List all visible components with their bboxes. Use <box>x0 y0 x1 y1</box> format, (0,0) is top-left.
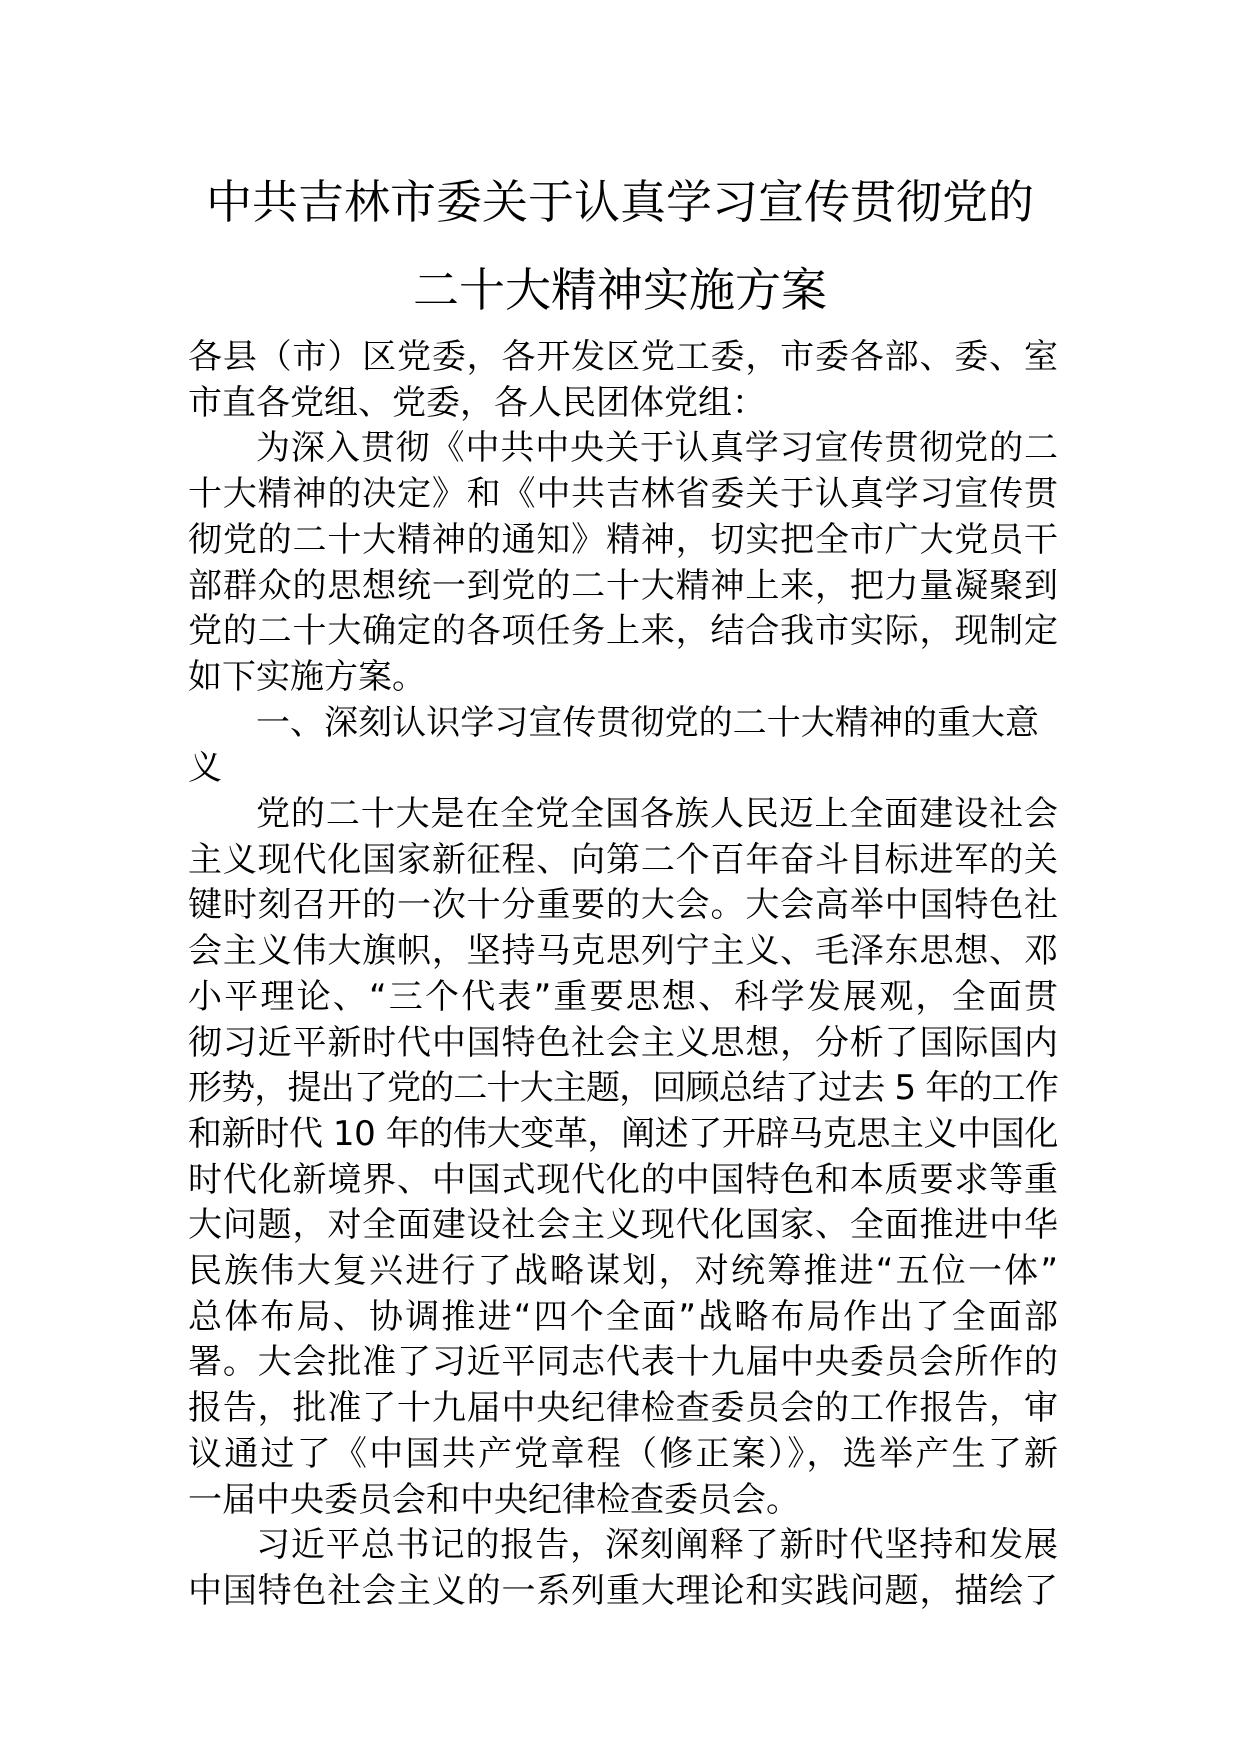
paragraph-line: 时代化新境界、中国式现代化的中国特色和本质要求等重 <box>188 1159 1058 1200</box>
paragraph-line: 中国特色社会主义的一系列重大理论和实践问题，描绘了 <box>188 1570 1058 1611</box>
paragraph-line: 议通过了《中国共产党章程（修正案）》，选举产生了新 <box>188 1433 1058 1474</box>
salutation-line: 各县（市）区党委，各开发区党工委，市委各部、委、室 <box>188 337 1058 377</box>
section-heading-1 <box>188 701 1058 792</box>
paragraph-line: 报告，批准了十九届中央纪律检查委员会的工作报告，审 <box>188 1388 1058 1429</box>
salutation-line: 市直各党组、党委，各人民团体党组： <box>188 382 766 423</box>
paragraph-line: 主义现代化国家新征程、向第二个百年奋斗目标进军的关 <box>188 839 1058 880</box>
paragraph-line: 大问题，对全面建设社会主义现代化国家、全面推进中华 <box>188 1205 1058 1246</box>
salutation <box>188 335 1058 426</box>
paragraph-line: 党的二十大是在全党全国各族人民迈上全面建设社会 <box>256 794 1058 835</box>
paragraph-intro <box>188 426 1058 700</box>
paragraph-line: 如下实施方案。 <box>188 656 426 697</box>
paragraph-line: 习近平总书记的报告，深刻阐释了新时代坚持和发展 <box>256 1525 1058 1566</box>
heading-line: 一、深刻认识学习宣传贯彻党的二十大精神的重大意 <box>256 702 1036 743</box>
document-title-line-2: 二十大精神实施方案 <box>413 263 827 317</box>
heading-line: 义 <box>188 748 222 789</box>
paragraph-line: 小平理论、“三个代表”重要思想、科学发展观，全面贯 <box>188 976 1058 1017</box>
paragraph-line: 一届中央委员会和中央纪律检查委员会。 <box>188 1479 800 1520</box>
paragraph-line: 彻党的二十大精神的通知》精神，切实把全市广大党员干 <box>188 519 1058 560</box>
paragraph-line: 部群众的思想统一到党的二十大精神上来，把力量凝聚到 <box>188 565 1058 606</box>
paragraph-line: 民族伟大复兴进行了战略谋划，对统筹推进“五位一体” <box>188 1251 1058 1292</box>
document-title-line-1: 中共吉林市委关于认真学习宣传贯彻党的 <box>206 175 1034 229</box>
paragraph-line: 会主义伟大旗帜，坚持马克思列宁主义、毛泽东思想、邓 <box>188 931 1058 972</box>
document-body <box>188 335 1058 1615</box>
paragraph-line: 为深入贯彻《中共中央关于认真学习宣传贯彻党的二 <box>256 428 1058 469</box>
paragraph-report <box>188 1523 1058 1614</box>
paragraph-significance <box>188 792 1058 1523</box>
paragraph-line: 键时刻召开的一次十分重要的大会。大会高举中国特色社 <box>188 885 1058 926</box>
paragraph-line: 和新时代 10 年的伟大变革，阐述了开辟马克思主义中国化 <box>188 1113 1058 1154</box>
paragraph-line: 署。大会批准了习近平同志代表十九届中央委员会所作的 <box>188 1342 1058 1383</box>
paragraph-line: 彻习近平新时代中国特色社会主义思想，分析了国际国内 <box>188 1022 1058 1063</box>
paragraph-line: 党的二十大确定的各项任务上来，结合我市实际，现制定 <box>188 611 1058 652</box>
paragraph-line: 总体布局、协调推进“四个全面”战略布局作出了全面部 <box>188 1296 1058 1337</box>
paragraph-line: 十大精神的决定》和《中共吉林省委关于认真学习宣传贯 <box>188 474 1058 515</box>
paragraph-line: 形势，提出了党的二十大主题，回顾总结了过去 5 年的工作 <box>188 1068 1058 1109</box>
